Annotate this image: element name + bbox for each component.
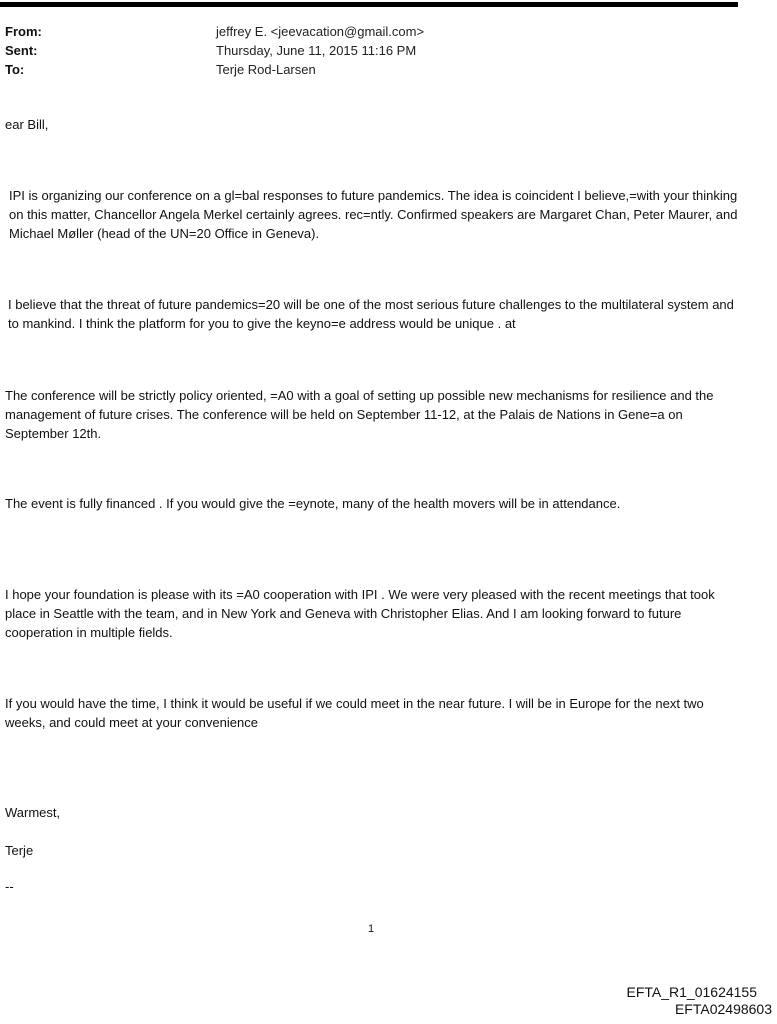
from-label: From: bbox=[5, 24, 42, 39]
to-label: To: bbox=[5, 62, 25, 77]
greeting: ear Bill, bbox=[5, 117, 49, 132]
paragraph-2: I believe that the threat of future pandemics=20 will be one of the most serious future challenges to the multilateral system and to mankind. I think the platform for you to give the keyno=e address would be unique . at bbox=[8, 297, 734, 331]
paragraph-5: I hope your foundation is please with its =A0 cooperation with IPI . We were very pleased with the recent meetings that took place in Seattle with the team, and in New York and Geneva with Christopher Elias. And I am looking forward to future cooperation in multiple fields. bbox=[5, 587, 715, 640]
bates-number-2: EFTA02498603 bbox=[674, 1001, 772, 1017]
to-value: Terje Rod-Larsen bbox=[216, 62, 316, 77]
paragraph-1: IPI is organizing our conference on a gl=bal responses to future pandemics. The idea is coincident I believe,=with your thinking on this matter, Chancellor Angela Merkel certainly agrees. rec=ntly. Confirmed speakers are Margaret Chan, Peter Maurer, and Michael Møller (head of the UN=20 Office in Geneva). bbox=[9, 188, 738, 241]
paragraph-4: The event is fully financed . If you would give the =eynote, many of the health movers will be in attendance. bbox=[5, 496, 621, 511]
signature-separator: -- bbox=[5, 879, 14, 894]
sent-label: Sent: bbox=[5, 43, 38, 58]
from-value: jeffrey E. <jeevacation@gmail.com> bbox=[216, 24, 425, 39]
signature: Terje bbox=[5, 843, 34, 858]
page-number: 1 bbox=[368, 923, 375, 935]
closing: Warmest, bbox=[5, 805, 61, 820]
sent-value: Thursday, June 11, 2015 11:16 PM bbox=[216, 43, 417, 58]
paragraph-6: If you would have the time, I think it would be useful if we could meet in the near future. I will be in Europe for the next two weeks, and could meet at your convenience bbox=[5, 696, 704, 730]
top-rule bbox=[0, 2, 738, 7]
paragraph-3: The conference will be strictly policy oriented, =A0 with a goal of setting up possible new mechanisms for resilience and the management of future crises. The conference will be held on September 11-12, at the Palais de Nations in Gene=a on September 12th. bbox=[5, 388, 714, 441]
bates-number-1: EFTA_R1_01624155 bbox=[626, 984, 757, 1000]
